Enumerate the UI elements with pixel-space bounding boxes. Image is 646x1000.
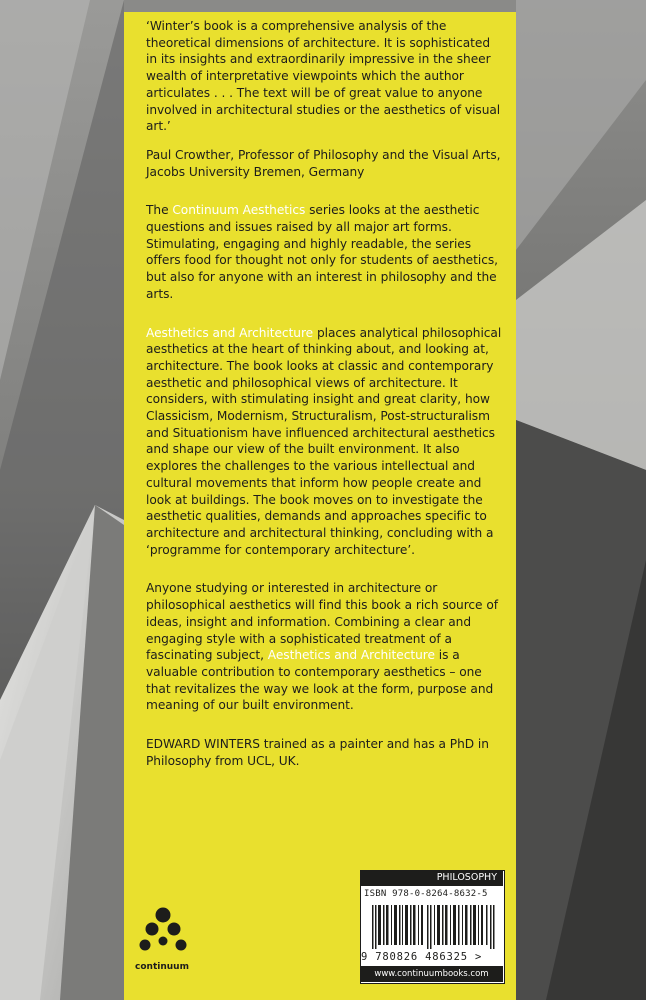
- category-label: PHILOSOPHY: [360, 870, 503, 886]
- publisher-url: www.continuumbooks.com: [360, 966, 503, 982]
- series-name: Continuum Aesthetics: [172, 203, 306, 218]
- description-book-title: Aesthetics and Architecture: [146, 325, 314, 340]
- series-prefix: The: [146, 203, 173, 218]
- author-bio: EDWARD WINTERS trained as a painter and has a PhD in Philosophy from UCL, UK.: [146, 737, 489, 768]
- audience-text-after: is a valuable contribution to contemporary aesthetics – one that revitalizes the way we look at the form, purpose and meaning of our built environment.: [146, 648, 494, 713]
- audience-text-before: Anyone studying or interested in architecture or philosophical aesthetics will find this book a rich source of ideas, insight and information. Combining a clear and engaging style with a sophisticated treatment of a fascinating subject,: [146, 581, 498, 663]
- review-quote: ‘Winter’s book is a comprehensive analysis of the theoretical dimensions of architecture. It is sophisticated in its insights and extraordinarily impressive in the sheer wealth of interpretative viewpoints which the author articulates . . . The text will be of great value to anyone involved in architectural studies or the aesthetics of visual art.’: [146, 19, 501, 134]
- description-paragraph: [146, 325, 504, 559]
- series-text: series looks at the aesthetic questions and issues raised by all major art forms. Stimulating, engaging and highly readable, the series offers food for thought not only for students of aesthetics, but also for anyone with an interest in philosophy and the arts.: [146, 203, 498, 301]
- blurb-column: [146, 18, 504, 781]
- audience-book-title: Aesthetics and Architecture: [267, 648, 435, 663]
- isbn-number: ISBN 978-0-8264-8632-5: [364, 889, 488, 899]
- description-text: places analytical philosophical aesthetics at the heart of thinking about, and looking at, architecture. The book looks at classic and contemporary aesthetic and philosophical views of architecture. It considers, with stimulating insight and great clarity, how Classicism, Modernism, Structuralism, Post-structuralism and Situationism have influenced architectural aesthetics and shape our view of the built environment. It also explores the challenges to the various intellectual and cultural movements that inform how people create and look at buildings. The book moves on to investigate the aesthetic qualities, demands and approaches specific to architecture and architectural thinking, concluding with a ‘programme for contemporary architecture’.: [146, 325, 502, 557]
- quote-attribution: Paul Crowther, Professor of Philosophy and the Visual Arts, Jacobs University Bremen, Germany: [146, 147, 501, 179]
- series-paragraph: [146, 202, 504, 302]
- publisher-name: continuum: [135, 962, 189, 972]
- barcode-digits: 9 780826 486325 >: [361, 951, 483, 963]
- barcode-graphic: [372, 905, 496, 949]
- continuum-logo-icon: [137, 905, 189, 961]
- audience-paragraph: [146, 580, 504, 714]
